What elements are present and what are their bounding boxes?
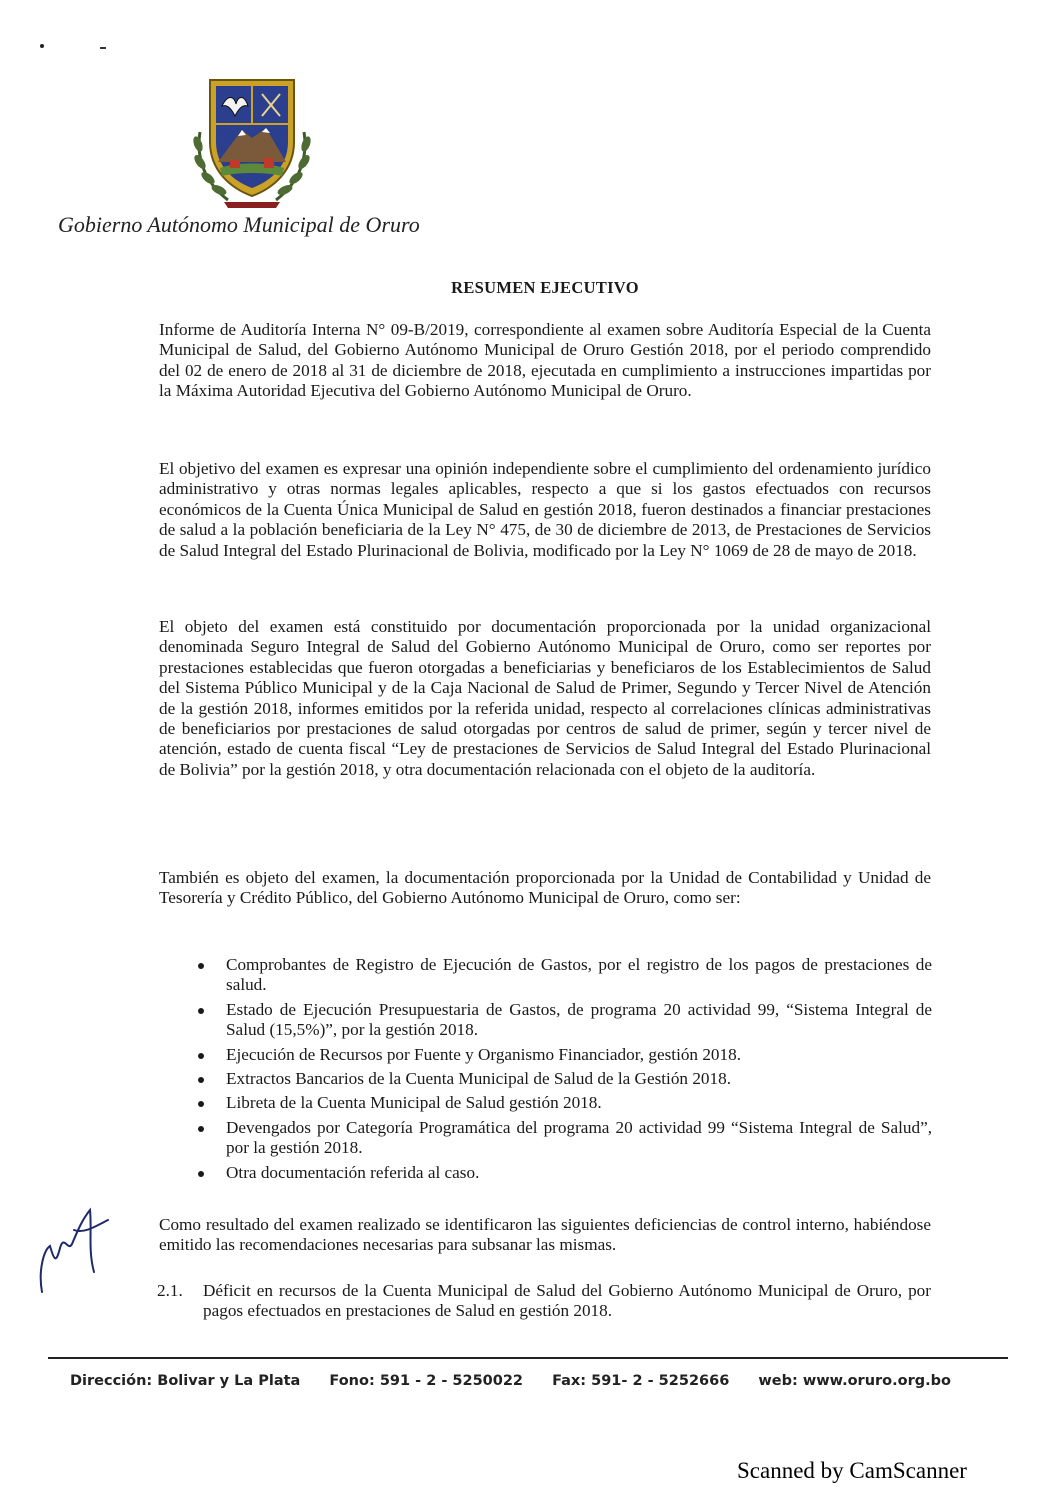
list-item: Libreta de la Cuenta Municipal de Salud gestión 2018. xyxy=(196,1093,932,1113)
footer-phone: Fono: 591 - 2 - 5250022 xyxy=(329,1373,524,1389)
paragraph-intro: Informe de Auditoría Interna N° 09-B/2019, correspondiente al examen sobre Auditoría Especial de la Cuenta Municipal de Salud, del Gobierno Autónomo Municipal de Oruro Gestión 2018, por el periodo comprendido del 02 de enero de 2018 al 31 de diciembre de 2018, ejecutada en cumplimiento a instrucciones impartidas por la Máxima Autoridad Ejecutiva del Gobierno Autónomo Municipal de Oruro. xyxy=(159,320,931,401)
footer-divider xyxy=(48,1357,1008,1359)
organization-name: Gobierno Autónomo Municipal de Oruro xyxy=(58,212,420,237)
footer-fax: Fax: 591- 2 - 5252666 xyxy=(552,1373,730,1389)
document-list xyxy=(196,955,932,1187)
numbered-finding xyxy=(159,1281,931,1322)
scan-artifacts xyxy=(38,40,118,52)
paragraph-also-object: También es objeto del examen, la documentación proporcionada por la Unidad de Contabilidad y Unidad de Tesorería y Crédito Público, del Gobierno Autónomo Municipal de Oruro, como ser: xyxy=(159,868,931,908)
paragraph-result: Como resultado del examen realizado se identificaron las siguientes deficiencias de control interno, habiéndose emitido las recomendaciones necesarias para subsanar las mismas. xyxy=(159,1215,931,1255)
list-item: Ejecución de Recursos por Fuente y Organismo Financiador, gestión 2018. xyxy=(196,1045,932,1065)
handwritten-signature xyxy=(30,1190,120,1300)
document-title: RESUMEN EJECUTIVO xyxy=(451,278,639,297)
scanner-watermark: Scanned by CamScanner xyxy=(737,1458,967,1483)
list-item: Otra documentación referida al caso. xyxy=(196,1163,932,1183)
list-item: Devengados por Categoría Programática del programa 20 actividad 99 “Sistema Integral de Salud”, por la gestión 2018. xyxy=(196,1118,932,1159)
list-item: Estado de Ejecución Presupuestaria de Gastos, de programa 20 actividad 99, “Sistema Integral de Salud (15,5%)”, por la gestión 2018. xyxy=(196,1000,932,1041)
paragraph-object: El objeto del examen está constituido por documentación proporcionada por la unidad organizacional denominada Seguro Integral de Salud del Gobierno Autónomo Municipal de Oruro, como ser reportes por prestaciones establecidas que fueron otorgadas a beneficiarias y beneficiaros de los Establecimientos de Salud del Sistema Público Municipal y de la Caja Nacional de Salud de Primer, Segundo y Tercer Nivel de Atención de la gestión 2018, informes emitidos por la referida unidad, respecto al correlaciones clínicas administrativas de beneficiarios por prestaciones de salud otorgadas por centros de salud de primer, según y tercer nivel de atención, estado de cuenta fiscal “Ley de prestaciones de Servicios de Salud Integral del Estado Plurinacional de Bolivia” por la gestión 2018, y otra documentación relacionada con el objeto de la auditoría. xyxy=(159,617,931,779)
footer-contact xyxy=(70,1373,1030,1389)
list-item: Extractos Bancarios de la Cuenta Municipal de Salud de la Gestión 2018. xyxy=(196,1069,932,1089)
coat-of-arms-logo xyxy=(186,72,318,212)
list-item: Comprobantes de Registro de Ejecución de Gastos, por el registro de los pagos de prestaciones de salud. xyxy=(196,955,932,996)
paragraph-objective: El objetivo del examen es expresar una opinión independiente sobre el cumplimiento del ordenamiento jurídico administrativo y otras normas legales aplicables, respecto a que si los gastos efectuados con recursos económicos de la Cuenta Única Municipal de Salud en gestión 2018, fueron destinados a financiar prestaciones de salud a la población beneficiaria de la Ley N° 475, de 30 de diciembre de 2013, de Prestaciones de Servicios de Salud Integral del Estado Plurinacional de Bolivia, modificado por la Ley N° 1069 de 28 de mayo de 2018. xyxy=(159,459,931,560)
finding-text: Déficit en recursos de la Cuenta Municipal de Salud del Gobierno Autónomo Municipal de Oruro, por pagos efectuados en prestaciones de Salud en gestión 2018. xyxy=(203,1281,931,1321)
footer-web: web: www.oruro.org.bo xyxy=(758,1373,951,1389)
footer-address: Dirección: Bolivar y La Plata xyxy=(70,1373,301,1389)
finding-number: 2.1. xyxy=(157,1281,183,1300)
